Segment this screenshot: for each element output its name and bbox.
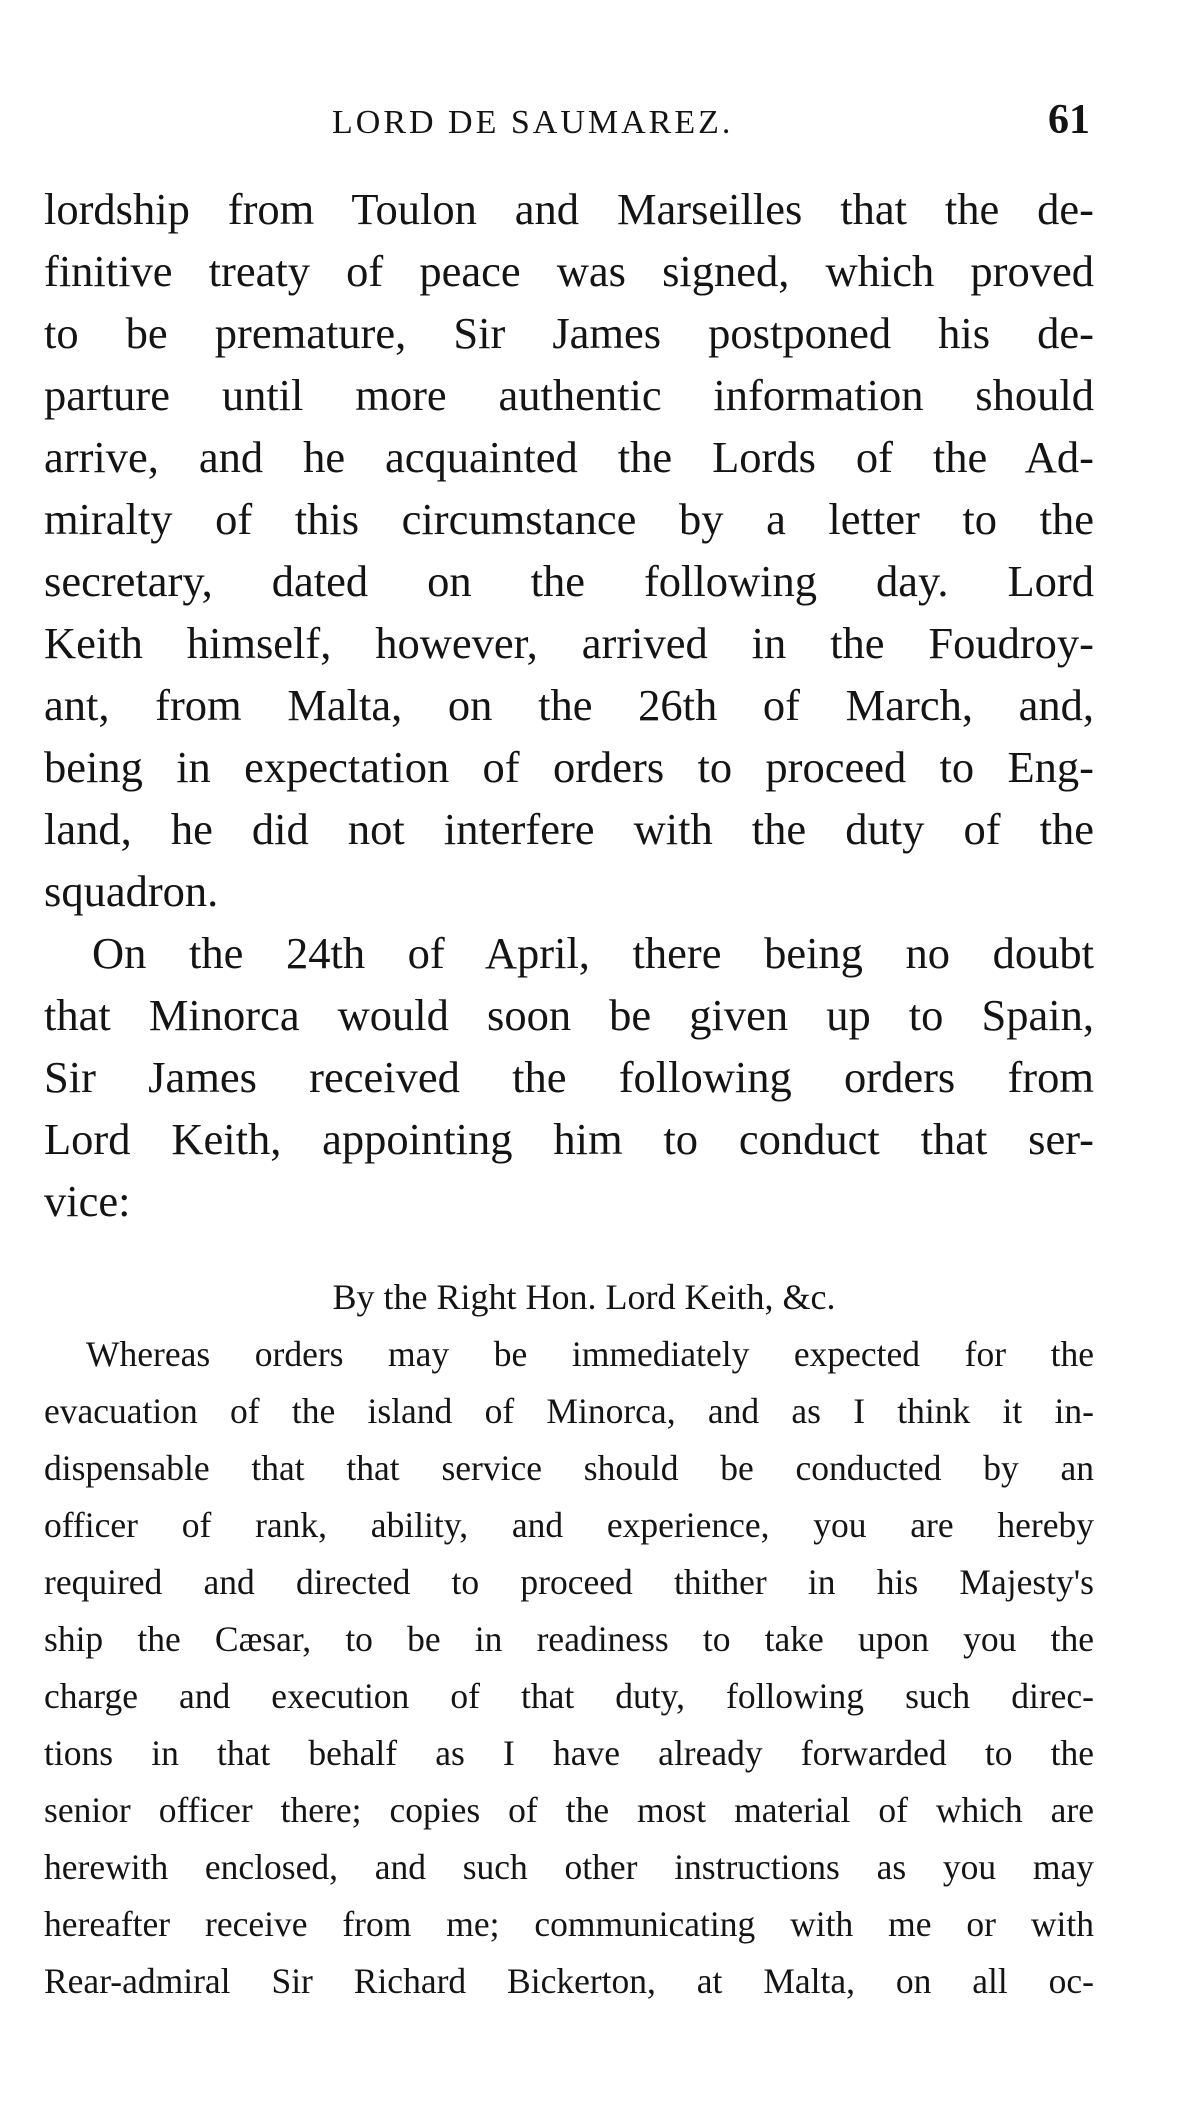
text-line: lordship from Toulon and Marseilles that the de- bbox=[44, 184, 1094, 234]
text-line: On the 24th of April, there being no doubt bbox=[92, 928, 1094, 978]
order-line: Whereas orders may be immediately expected for the bbox=[86, 1334, 1094, 1374]
order-line: tions in that behalf as I have already forwarded to the bbox=[44, 1733, 1094, 1773]
text-line: being in expectation of orders to proceed to Eng- bbox=[44, 742, 1094, 792]
text-line: Keith himself, however, arrived in the Foudroy- bbox=[44, 618, 1094, 668]
text-line: finitive treaty of peace was signed, which proved bbox=[44, 246, 1094, 296]
text-line: Sir James received the following orders from bbox=[44, 1052, 1094, 1102]
text-line: squadron. bbox=[44, 866, 219, 916]
text-line: parture until more authentic information should bbox=[44, 370, 1094, 420]
order-line: Rear-admiral Sir Richard Bickerton, at Malta, on all oc- bbox=[44, 1961, 1094, 2001]
page-number: 61 bbox=[1048, 97, 1090, 143]
text-line: vice: bbox=[44, 1176, 131, 1226]
text-line: to be premature, Sir James postponed his de- bbox=[44, 308, 1094, 358]
running-title: LORD DE SAUMAREZ. bbox=[332, 104, 734, 141]
order-line: senior officer there; copies of the most material of which are bbox=[44, 1790, 1094, 1830]
paragraph-1 bbox=[44, 178, 1094, 922]
running-head bbox=[44, 96, 1100, 148]
order-line: officer of rank, ability, and experience, you are hereby bbox=[44, 1505, 1094, 1545]
order-line: charge and execution of that duty, following such direc- bbox=[44, 1676, 1094, 1716]
quoted-order bbox=[44, 1272, 1094, 2010]
text-line: miralty of this circumstance by a letter to the bbox=[44, 494, 1094, 544]
text-line: ant, from Malta, on the 26th of March, and, bbox=[44, 680, 1094, 730]
text-line: Lord Keith, appointing him to conduct that ser- bbox=[44, 1114, 1094, 1164]
body-text bbox=[44, 178, 1094, 2010]
text-line: land, he did not interfere with the duty of the bbox=[44, 804, 1094, 854]
text-line: arrive, and he acquainted the Lords of the Ad- bbox=[44, 432, 1094, 482]
order-line: herewith enclosed, and such other instructions as you may bbox=[44, 1847, 1094, 1887]
text-line: secretary, dated on the following day. Lord bbox=[44, 556, 1094, 606]
order-line: dispensable that that service should be conducted by an bbox=[44, 1448, 1094, 1488]
order-heading: By the Right Hon. Lord Keith, &c. bbox=[332, 1277, 836, 1317]
order-line: ship the Cæsar, to be in readiness to take upon you the bbox=[44, 1619, 1094, 1659]
order-line: hereafter receive from me; communicating with me or with bbox=[44, 1904, 1094, 1944]
order-line: evacuation of the island of Minorca, and as I think it in- bbox=[44, 1391, 1094, 1431]
text-line: that Minorca would soon be given up to Spain, bbox=[44, 990, 1094, 1040]
paragraph-2 bbox=[44, 922, 1094, 1232]
order-line: required and directed to proceed thither in his Majesty's bbox=[44, 1562, 1094, 1602]
